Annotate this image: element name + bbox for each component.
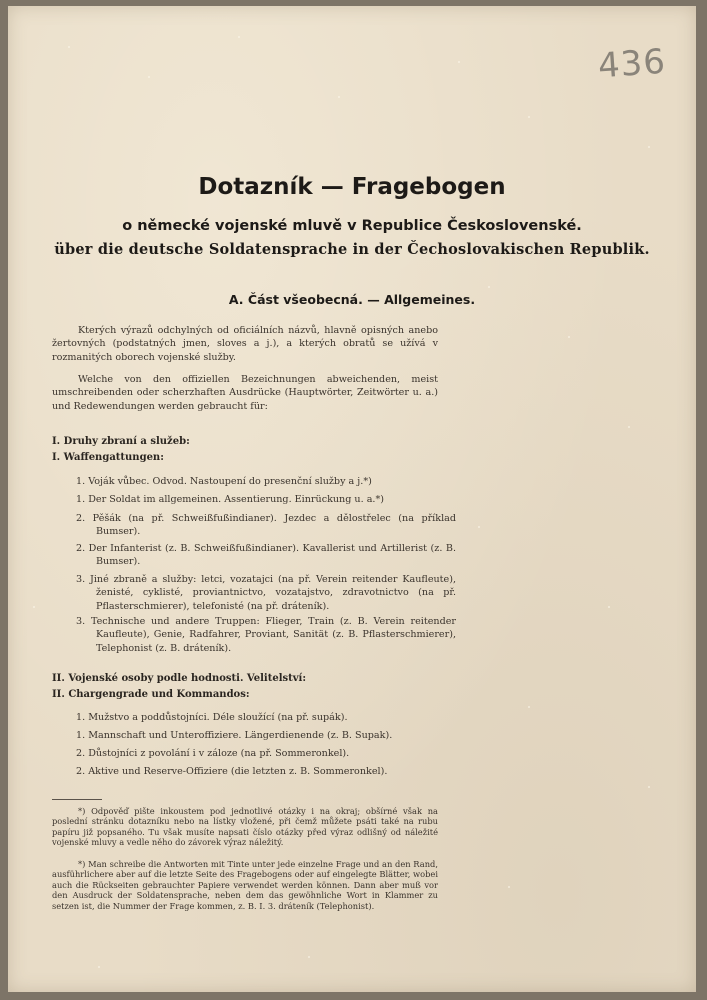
intro-german: Welche von den offiziellen Bezeichnungen abweichenden, meist umschreibenden oder scherzhaften Ausdrücke (Hauptwörter, Zeitwörter u. a.) und Redewendungen werden gebraucht für: (52, 374, 438, 412)
section-1-heading-czech: I. Druhy zbraní a služeb: (52, 436, 190, 447)
section-a-heading: A. Část všeobecná. — Allgemeines. (228, 292, 476, 307)
questionnaire-page (8, 6, 696, 992)
intro-czech: Kterých výrazů odchylných od oficiálních názvů, hlavně opisných anebo žertovných (podstatných jmen, sloves a j.), a kterých obratů se užívá v rozmanitých oborech vojenské služby. (52, 325, 438, 363)
document-title: Dotazník — Fragebogen (198, 174, 506, 200)
list-item: 1. Mannschaft und Unteroffiziere. Längerdienende (z. B. Supak). (76, 730, 393, 741)
list-item: 3. Jiné zbraně a služby: letci, vozatajci (na př. Verein reitender Kaufleute), ženisté, cyklisté, proviantnictvo, vozatajstvo, zdravotnictvo (na př. Pflasterschmierer), telefonisté (na př. dráteník). (76, 574, 456, 612)
list-item: 3. Technische und andere Truppen: Flieger, Train (z. B. Verein reitender Kaufleute), Genie, Radfahrer, Proviant, Sanität (z. B. Pflasterschmierer), Telephonist (z. B. dráteník). (76, 616, 456, 654)
list-item: 2. Důstojníci z povolání i v záloze (na př. Sommeronkel). (76, 748, 350, 759)
section-2-heading-czech: II. Vojenské osoby podle hodnosti. Velitelství: (52, 673, 307, 684)
footnote-czech: *) Odpověď pište inkoustem pod jednotlivé otázky i na okraj; obšírné však na poslední stránku dotazníku nebo na lístky vložené, při čemž můžete psáti také na rubu papíru již popsaného. Tu však musíte napsati číslo otázky před výraz odlišný od náležité vojenské mluvy a vedle něho do závorek výraz náležitý. (52, 806, 438, 848)
list-item: 1. Voják vůbec. Odvod. Nastoupení do presenční služby a j.*) (76, 476, 372, 487)
section-1-heading-german: I. Waffengattungen: (52, 452, 164, 463)
list-item: 2. Der Infanterist (z. B. Schweißfußindianer). Kavallerist und Artillerist (z. B. Bumser). (76, 543, 456, 568)
section-2-heading-german: II. Chargengrade und Kommandos: (52, 689, 250, 700)
list-item: 1. Der Soldat im allgemeinen. Assentierung. Einrückung u. a.*) (76, 494, 385, 505)
list-item: 1. Mužstvo a poddůstojníci. Déle sloužící (na př. supák). (76, 712, 348, 723)
footnote-german: *) Man schreibe die Antworten mit Tinte unter jede einzelne Frage und an den Rand, ausführlichere aber auf die letzte Seite des Fragebogens oder auf eingelegte Blätter, wobei auch die Rückseiten gebrauchter Papiere verwendet werden können. Dann aber muß vor den Ausdruck der Soldatensprache, neben dem das gewöhnliche Wort in Klammer zu setzen ist, die Nummer der Frage kommen, z. B. I. 3. dráteník (Telephonist). (52, 859, 438, 911)
list-item: 2. Aktive und Reserve-Offiziere (die letzten z. B. Sommeronkel). (76, 766, 388, 777)
handwritten-page-number: 436 (596, 41, 668, 87)
subtitle-german: über die deutsche Soldatensprache in der Čechoslovakischen Republik. (54, 241, 650, 258)
list-item: 2. Pěšák (na př. Schweißfußindianer). Jezdec a dělostřelec (na příklad Bumser). (76, 513, 456, 538)
footnote-divider (52, 799, 102, 800)
subtitle-czech: o německé vojenské mluvě v Republice Československé. (122, 218, 582, 234)
